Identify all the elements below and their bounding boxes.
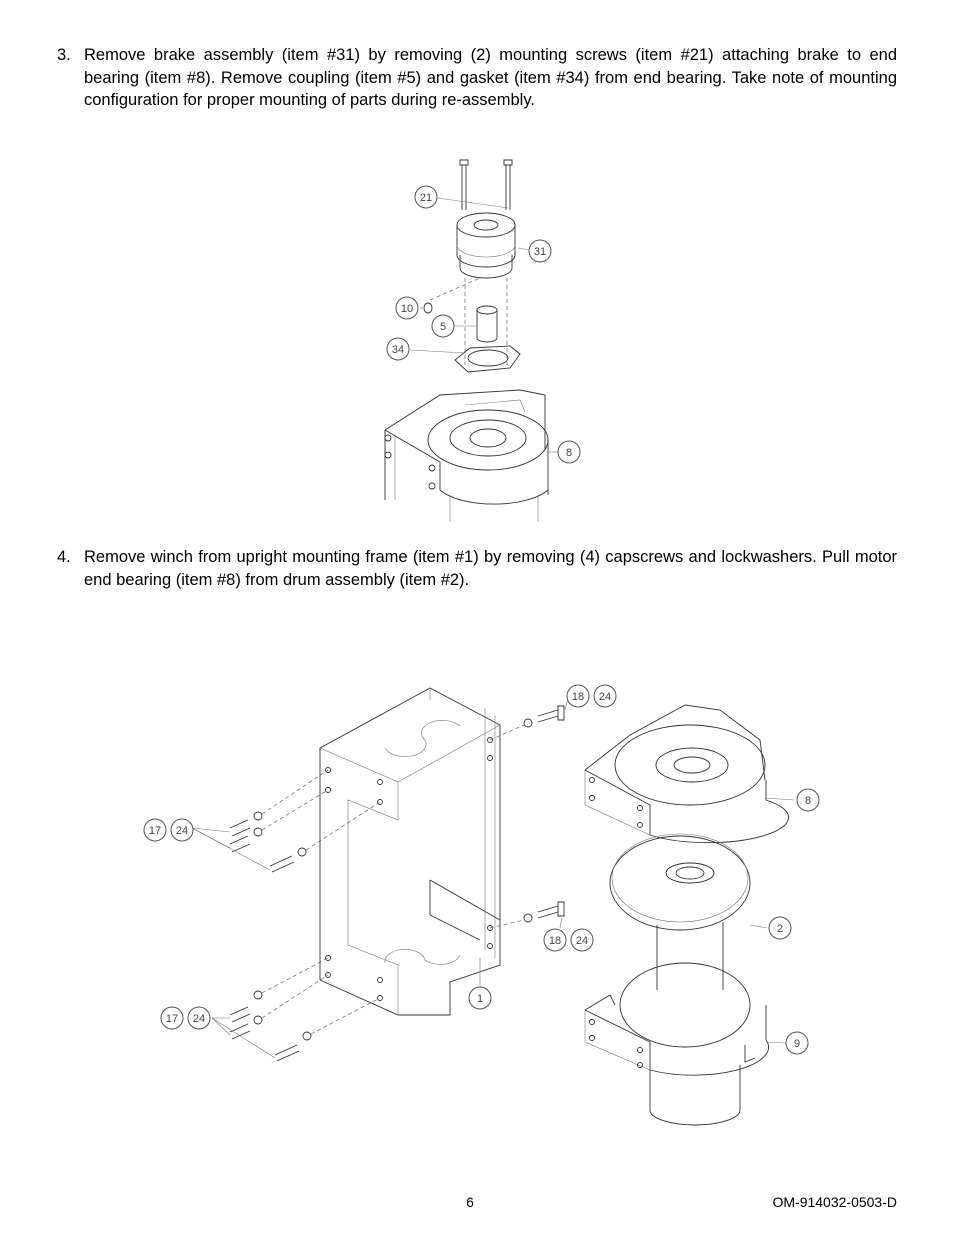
svg-text:1: 1 [476, 993, 484, 1005]
callout-24-lower [188, 1007, 210, 1029]
step-3 [57, 44, 897, 112]
callout-8 [558, 441, 580, 463]
svg-text:24: 24 [598, 691, 612, 703]
brake-assembly-exploded-diagram [370, 150, 590, 530]
callout-9 [786, 1032, 808, 1054]
gear-end-bearing-drawing [585, 995, 769, 1125]
callout-24-middle [571, 929, 593, 951]
callout-10 [396, 297, 418, 319]
step-text: Remove brake assembly (item #31) by removing (2) mounting screws (item #21) attaching brake to end bearing (item #8). Remove coupling (item #5) and gasket (item #34) from end bearing. Take note of mounting configuration for proper mounting of parts during re-assembly. [84, 46, 897, 109]
callout-24-top [594, 685, 616, 707]
callout-8 [797, 789, 819, 811]
svg-text:8: 8 [565, 447, 573, 459]
svg-text:17: 17 [148, 825, 162, 837]
svg-text:34: 34 [391, 344, 405, 356]
mounting-frame-drawing [320, 688, 500, 1015]
svg-text:8: 8 [804, 795, 812, 807]
callout-24-upper [171, 819, 193, 841]
callout-34 [387, 338, 409, 360]
drum-assembly-drawing [610, 834, 750, 1047]
callout-17-upper [144, 819, 166, 841]
svg-text:17: 17 [165, 1013, 179, 1025]
step-4 [57, 546, 897, 591]
brake-drawing [457, 213, 515, 278]
right-capscrews-drawing [490, 706, 564, 928]
svg-text:10: 10 [400, 303, 414, 315]
svg-text:2: 2 [776, 923, 784, 935]
callout-17-lower [161, 1007, 183, 1029]
svg-text:9: 9 [793, 1038, 801, 1050]
page-number: 6 [466, 1194, 474, 1210]
document-code: OM-914032-0503-D [772, 1194, 897, 1210]
callout-31 [529, 240, 551, 262]
callout-1 [469, 987, 491, 1009]
left-lower-capscrews-drawing [230, 958, 380, 1061]
svg-text:24: 24 [575, 935, 589, 947]
svg-text:5: 5 [439, 321, 447, 333]
motor-end-bearing-drawing [585, 705, 789, 843]
svg-text:18: 18 [571, 691, 585, 703]
coupling-drawing [477, 306, 497, 342]
step-number: 3. [57, 46, 71, 64]
svg-text:21: 21 [419, 192, 433, 204]
svg-text:24: 24 [175, 825, 189, 837]
svg-text:18: 18 [548, 935, 562, 947]
callout-18-middle [544, 929, 566, 951]
end-bearing-drawing [385, 390, 548, 522]
callout-5 [432, 315, 454, 337]
svg-text:24: 24 [192, 1013, 206, 1025]
winch-frame-exploded-diagram [130, 670, 830, 1130]
callout-2 [769, 917, 791, 939]
callout-18-top [567, 685, 589, 707]
step-text: Remove winch from upright mounting frame (item #1) by removing (4) capscrews and lockwashers. Pull motor end bearing (item #8) from drum assembly (item #2). [84, 548, 897, 589]
left-upper-capscrews-drawing [230, 770, 380, 872]
callout-21 [415, 186, 437, 208]
step-number: 4. [57, 548, 71, 566]
svg-text:31: 31 [533, 246, 547, 258]
